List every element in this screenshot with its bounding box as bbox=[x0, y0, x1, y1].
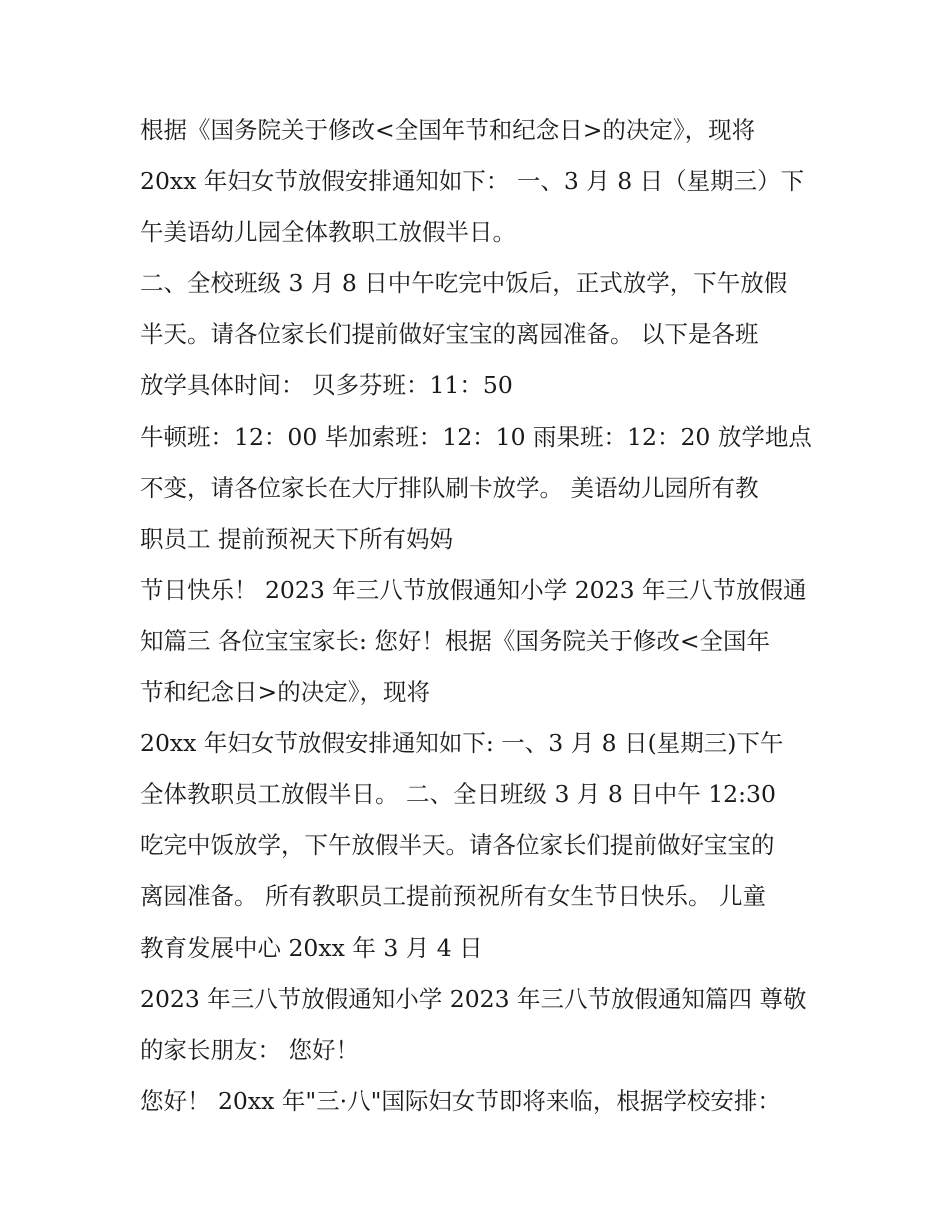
text-line: 午美语幼儿园全体教职工放假半日。 bbox=[140, 218, 516, 247]
text-line: 节日快乐！ 2023 年三八节放假通知小学 2023 年三八节放假通 bbox=[140, 575, 807, 604]
text-line: 职员工 提前预祝天下所有妈妈 bbox=[140, 524, 453, 553]
text-line: 不变，请各位家长在大厅排队刷卡放学。 美语幼儿园所有教 bbox=[140, 473, 759, 502]
text-line: 放学具体时间： 贝多芬班：11：50 bbox=[140, 371, 513, 400]
text-line: 知篇三 各位宝宝家长: 您好！根据《国务院关于修改<全国年 bbox=[140, 626, 771, 655]
text-line: 教育发展中心 20xx 年 3 月 4 日 bbox=[140, 933, 483, 962]
text-line: 吃完中饭放学，下午放假半天。请各位家长们提前做好宝宝的 bbox=[140, 831, 775, 860]
text-line: 全体教职员工放假半日。 二、全日班级 3 月 8 日中午 12:30 bbox=[140, 780, 776, 809]
text-line: 节和纪念日>的决定》，现将 bbox=[140, 678, 430, 707]
text-line: 二、全校班级 3 月 8 日中午吃完中饭后，正式放学，下午放假 bbox=[140, 269, 788, 298]
text-line: 您好！ 20xx 年"三·八"国际妇女节即将来临，根据学校安排： bbox=[140, 1086, 781, 1115]
document-body bbox=[140, 105, 820, 1127]
text-line: 2023 年三八节放假通知小学 2023 年三八节放假通知篇四 尊敬 bbox=[140, 984, 807, 1013]
text-line: 20xx 年妇女节放假安排通知如下： 一、3 月 8 日（星期三）下 bbox=[140, 167, 805, 196]
text-line: 根据《国务院关于修改<全国年节和纪念日>的决定》，现将 bbox=[140, 116, 756, 144]
text-line: 20xx 年妇女节放假安排通知如下: 一、3 月 8 日(星期三)下午 bbox=[140, 729, 784, 758]
text-line: 离园准备。 所有教职员工提前预祝所有女生节日快乐。 儿童 bbox=[140, 882, 766, 911]
text-line: 牛顿班：12：00 毕加索班：12：10 雨果班：12：20 放学地点 bbox=[140, 422, 812, 451]
text-line: 的家长朋友： 您好！ bbox=[140, 1035, 359, 1064]
text-line: 半天。请各位家长们提前做好宝宝的离园准备。 以下是各班 bbox=[140, 320, 759, 349]
